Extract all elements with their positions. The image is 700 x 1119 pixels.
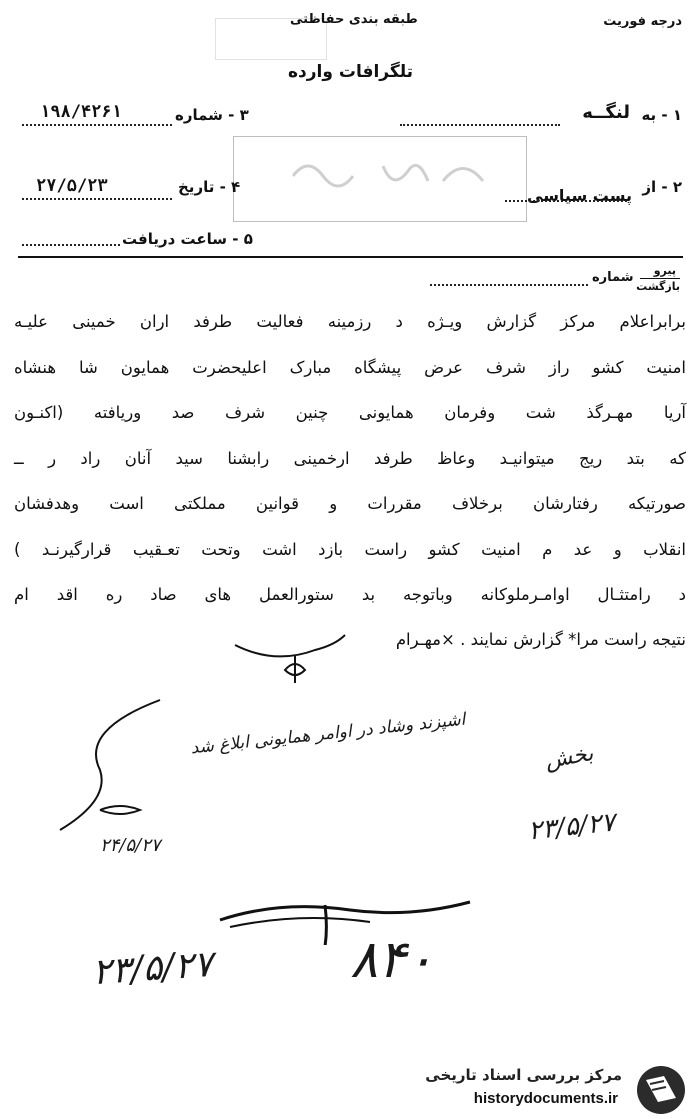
date-value: ۲۷/۵/۲۳: [36, 176, 108, 196]
stamp-handwriting: [233, 136, 525, 220]
to-value: لنگــه: [582, 102, 630, 123]
bottom-date: ۲۳/۵/۲۷: [90, 943, 215, 994]
body-line-5: صورتیکه رفتارشان برخلاف مقررات و قوانین مملکتی است وهدفشان: [14, 494, 686, 513]
reference-label-bottom: بازگشت: [636, 280, 680, 293]
reference-underline: [640, 278, 680, 279]
annotation-right-note: اشپزند وشاد در اوامر همایونی ابلاغ شد: [189, 709, 467, 759]
header-divider: [18, 256, 683, 258]
to-label: ۱ - به: [641, 106, 682, 124]
number-value: ۱۹۸/۴۲۶۱: [40, 102, 122, 122]
priority-label: درجه فوریت: [603, 14, 682, 29]
document-title: تلگرافات وارده: [288, 62, 414, 82]
annotation-curve: [40, 690, 190, 850]
archive-logo-icon: [630, 1064, 692, 1116]
classification-label: طبقه بندی حفاظتی: [290, 12, 418, 27]
reference-number-label: شماره: [592, 270, 634, 285]
footer-watermark: [410, 1062, 700, 1119]
date-label: ۴ - تاریخ: [178, 178, 241, 196]
bottom-strike-scribble: [215, 885, 475, 945]
from-dotted-line: [505, 200, 627, 202]
body-line-2: امنیت کشو راز شرف عرض پیشگاه مبارک اعلیحضرت همایون شا هنشاه: [14, 358, 686, 377]
body-line-6: انقلاب و عد م امنیت کشو راست بازد اشت وتحت تعـقیب قرارگیرنـد ): [14, 540, 686, 559]
number-dotted-line: [22, 124, 172, 126]
reference-label-top: پیرو: [653, 264, 676, 277]
reference-dotted-line: [430, 284, 588, 286]
signature-scribble: [230, 625, 350, 685]
annotation-left-note: بخش: [543, 740, 596, 775]
body-line-3: آریا مهـرگذ شت وفرمان همایونی چنین شرف صد وریافته (اکنـون: [14, 403, 686, 422]
footer-org-name: مرکز بررسی اسناد تاریخی: [425, 1066, 622, 1084]
from-value: پست سیاسی: [527, 186, 632, 205]
footer-website: historydocuments.ir: [473, 1090, 618, 1107]
number-label: ۳ - شماره: [175, 106, 249, 124]
bottom-number: ۸۴۰: [350, 930, 434, 990]
to-dotted-line: [400, 124, 560, 126]
body-line-7: د رامتثـال اوامـرملوکانه وباتوجه بد ستورالعمل های صاد ره اقد ام: [14, 585, 686, 604]
annotation-left-date: ۲۳/۵/۲۷: [526, 807, 617, 847]
body-line-8: نتیجه راست مرا* گزارش نمایند . ×مهـرام: [395, 630, 686, 649]
date-dotted-line: [22, 198, 172, 200]
receipt-label: ۵ - ساعت دریافت: [122, 230, 253, 248]
from-label: ۲ - از: [642, 178, 682, 196]
annotation-right-date: ۲۴/۵/۲۷: [100, 835, 161, 856]
body-line-1: برابراعلام مرکز گزارش ویـژه د رزمینه فعالیت طرفد اران خمینی علیـه: [14, 312, 686, 331]
body-line-4: که بتد ریج میتوانیـد وعاظ طرفد ارخمینی رابشنا سید آنان راد ر ــ: [14, 449, 686, 468]
receipt-dotted-line: [22, 244, 120, 246]
